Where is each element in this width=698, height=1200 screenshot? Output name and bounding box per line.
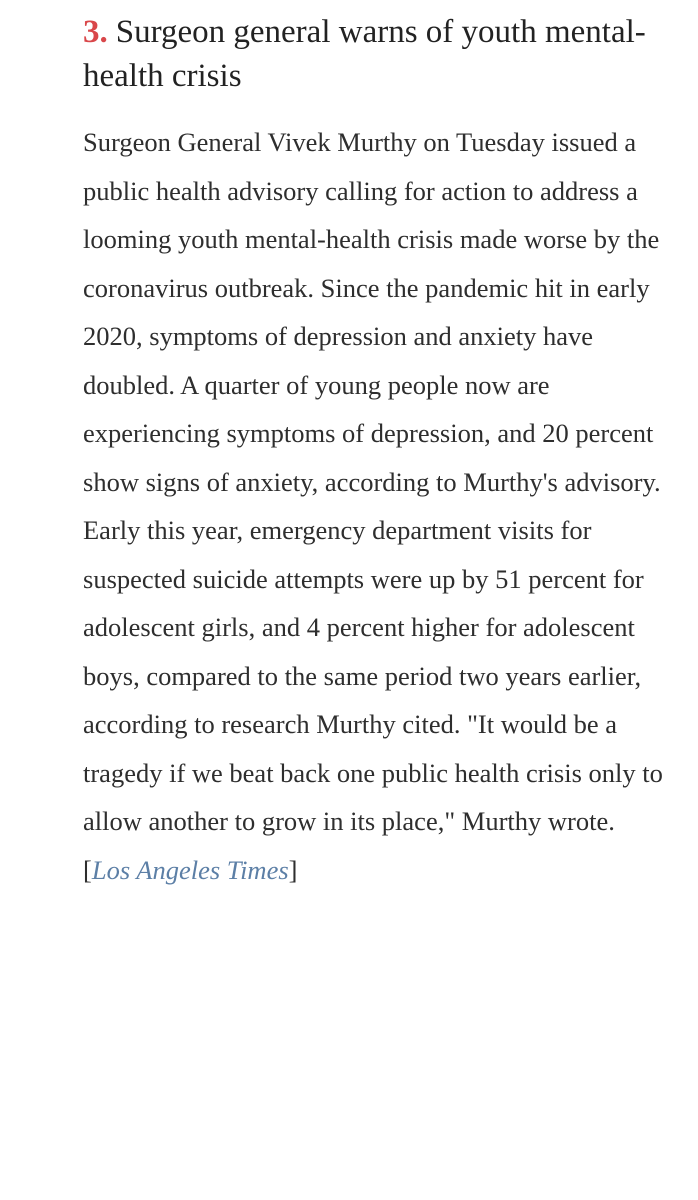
body-text: Surgeon General Vivek Murthy on Tuesday issued a public health advisory calling for action to address a looming youth mental-health crisis made worse by the coronavirus outbreak. Since the pandemic hit in early 2020, symptoms of depression and anxiety have doubled. A quarter of young people now are experiencing symptoms of depression, and 20 percent show signs of anxiety, according to Murthy's advisory. Early this year, emergency department visits for suspected suicide attempts were up by 51 percent for adolescent girls, and 4 percent higher for adolescent boys, compared to the same period two years earlier, according to research Murthy cited. "It would be a tragedy if we beat back one public health crisis only to allow another to grow in its place," Murthy wrote. xyxy=(83,127,663,836)
headline-text: Surgeon general warns of youth mental-health crisis xyxy=(83,14,646,94)
article-body xyxy=(83,118,668,894)
article-number: 3. xyxy=(83,14,108,50)
source-bracket-open: [ xyxy=(83,854,92,885)
source-bracket-close: ] xyxy=(288,854,298,885)
source-link[interactable]: Los Angeles Times xyxy=(91,854,289,885)
article-headline xyxy=(83,10,668,98)
article xyxy=(83,10,668,894)
